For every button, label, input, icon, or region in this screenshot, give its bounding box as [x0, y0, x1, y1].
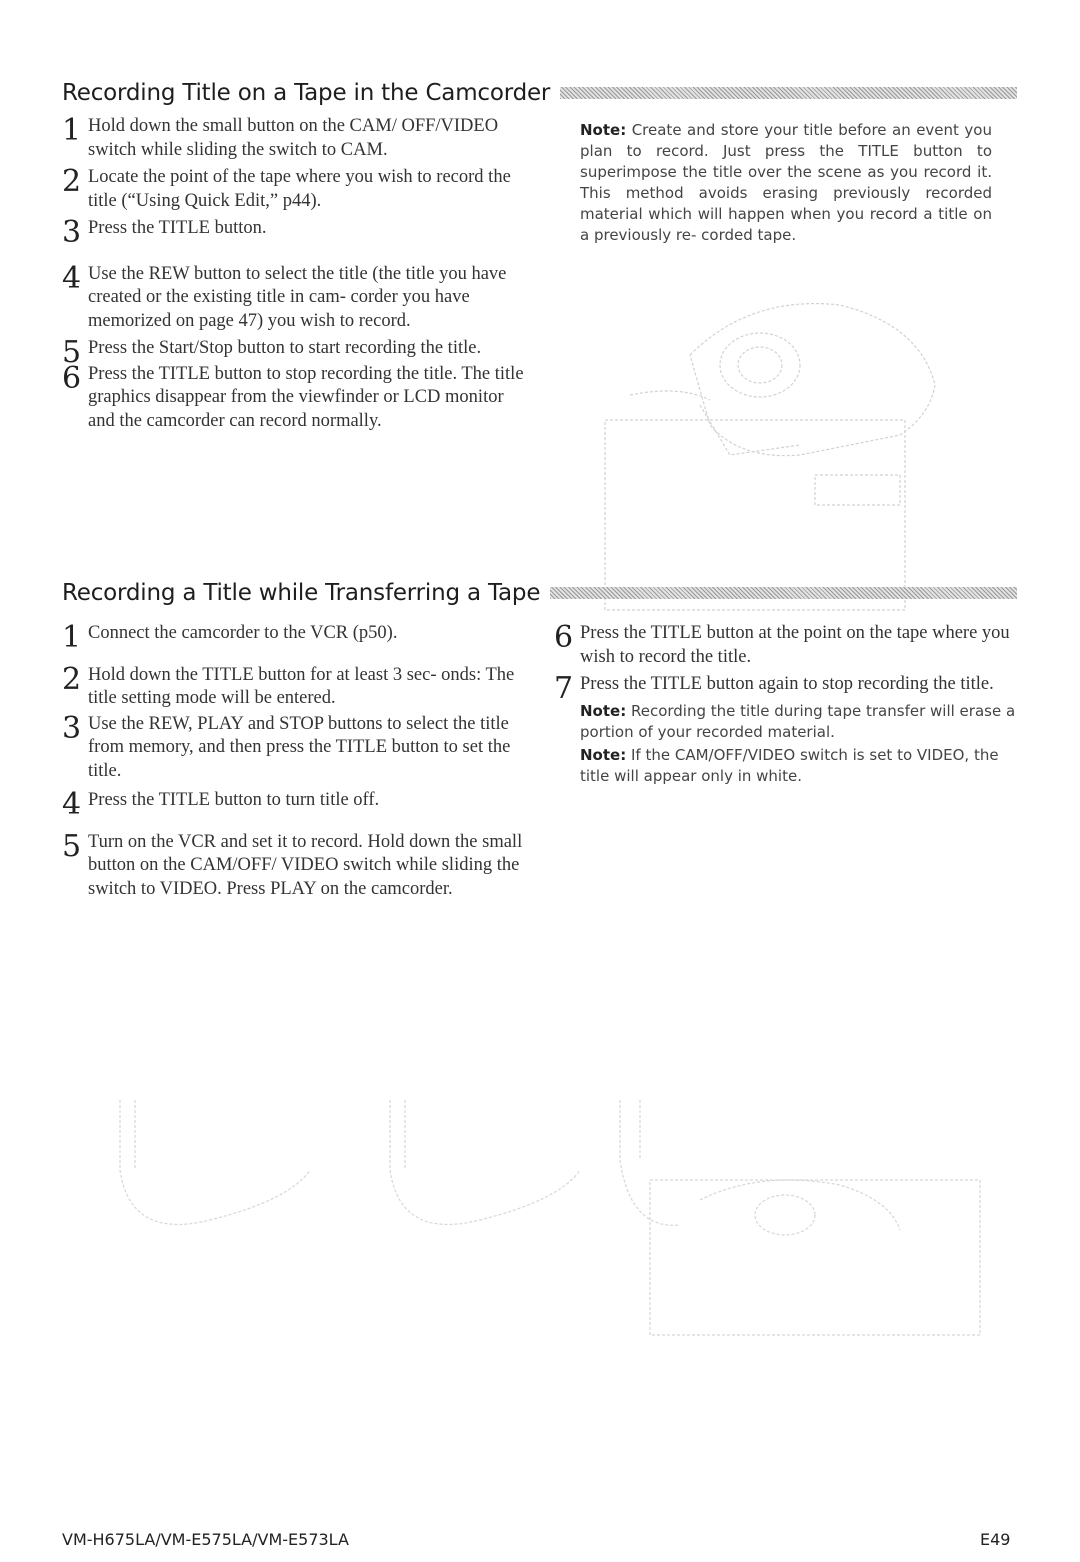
step-3: [62, 710, 528, 784]
connection-diagram-illustration: [60, 1010, 1000, 1340]
step-4: [62, 260, 528, 334]
note-text: Create and store your title before an event you plan to record. Just press the TITLE button to superimpose the title over the scene as you record it. This method avoids erasing previously recorded material which will happen when you record a title on a previously re- corded tape.: [580, 121, 992, 244]
section-heading-text: Recording Title on a Tape in the Camcorder: [62, 80, 551, 106]
step-text: Press the Start/Stop button to start recording the title.: [88, 338, 482, 358]
step-number: 5: [62, 335, 82, 370]
step-text: Press the TITLE button.: [88, 218, 267, 238]
note-label: Note:: [580, 121, 627, 139]
step-text: Press the TITLE button to turn title off.: [88, 790, 380, 810]
note-video-white: [554, 745, 1016, 787]
step-number: 5: [62, 828, 82, 864]
step-text: Use the REW button to select the title (the title you have created or the existing title in cam- corder you have memorized on page 47) you wish to record.: [88, 263, 507, 331]
step-number: 4: [62, 260, 82, 296]
step-text: Turn on the VCR and set it to record. Hold down the small button on the CAM/OFF/ VIDEO switch while sliding the switch to VIDEO. Press PLAY on the camcorder.: [88, 831, 523, 899]
step-7: [554, 671, 1016, 706]
step-number: 4: [62, 787, 82, 822]
step-number: 1: [62, 620, 82, 655]
step-3: [62, 215, 528, 250]
step-text: Connect the camcorder to the VCR (p50).: [88, 623, 398, 643]
step-2: [62, 661, 528, 711]
section-heading-text: Recording a Title while Transferring a Tape: [62, 580, 541, 606]
section2-steps-right: [554, 622, 1016, 787]
step-6: [554, 622, 1016, 669]
note-text: If the CAM/OFF/VIDEO switch is set to VIDEO, the title will appear only in white.: [580, 745, 999, 785]
step-1: [62, 115, 528, 162]
heading-rule: [560, 87, 1017, 99]
note-transfer-erase: [554, 701, 1016, 743]
note-label: Note:: [580, 745, 627, 764]
step-5: [62, 828, 528, 902]
section-heading-transfer: [62, 580, 1017, 606]
heading-rule: [550, 587, 1017, 599]
page-number: E49: [980, 1530, 1011, 1549]
step-2: [62, 166, 528, 213]
step-1: [62, 620, 528, 655]
step-text: Hold down the small button on the CAM/ OFF/VIDEO switch while sliding the switch to CAM.: [88, 116, 499, 160]
step-number: 7: [554, 671, 574, 706]
step-number: 2: [62, 661, 82, 697]
step-text: Press the TITLE button at the point on the tape where you wish to record the title.: [580, 623, 1010, 667]
step-5: [62, 335, 528, 370]
note-label: Note:: [580, 701, 627, 720]
step-text: Hold down the TITLE button for at least 3 sec- onds: The title setting mode will be entered.: [88, 664, 515, 708]
step-6: [62, 360, 528, 434]
step-text: Locate the point of the tape where you wish to record the title (“Using Quick Edit,” p44).: [88, 167, 511, 211]
footer-model-numbers: VM-H675LA/VM-E575LA/VM-E573LA: [62, 1530, 349, 1549]
step-text: Press the TITLE button again to stop recording the title.: [580, 674, 994, 694]
step-number: 1: [62, 113, 82, 148]
camcorder-illustration: [600, 285, 945, 615]
note-text: Recording the title during tape transfer will erase a portion of your recorded material.: [580, 701, 1016, 741]
section2-steps-left: [62, 622, 528, 901]
step-number: 3: [62, 215, 82, 250]
step-number: 3: [62, 710, 82, 746]
step-4: [62, 787, 528, 822]
section-heading-camcorder: [62, 80, 1017, 106]
step-number: 2: [62, 164, 82, 199]
note-create-title: [580, 120, 992, 246]
step-number: 6: [554, 620, 574, 655]
step-number: 6: [62, 360, 82, 396]
section1-steps: [62, 115, 528, 433]
step-text: Press the TITLE button to stop recording the title. The title graphics disappear from the viewfinder or LCD monitor and the camcorder can record normally.: [88, 363, 524, 431]
step-text: Use the REW, PLAY and STOP buttons to select the title from memory, and then press the TITLE button to set the title.: [88, 713, 511, 781]
